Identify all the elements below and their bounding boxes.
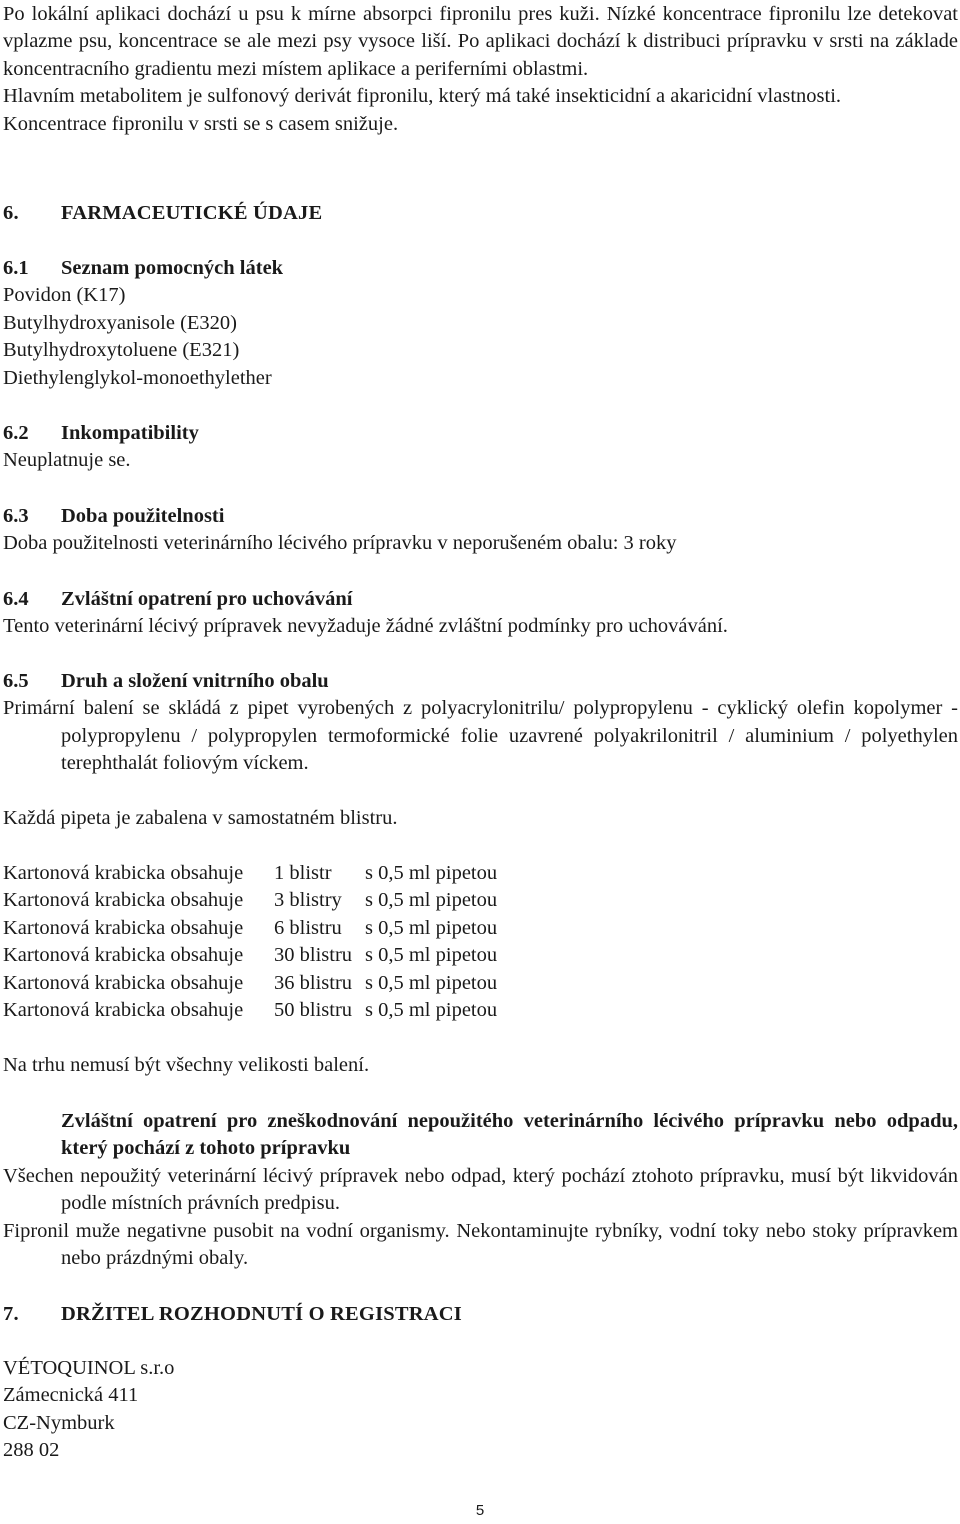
excipient-item: Povidon (K17) <box>3 284 126 307</box>
excipient-item: Butylhydroxytoluene (E321) <box>3 339 240 362</box>
blister-text: Každá pipeta je zabalena v samostatném blistru. <box>3 807 398 829</box>
packaging-description: Primární balení se skládá z pipet vyrobených z polyacrylonitrilu/ polypropylenu - cyklický olefin kopolymer - polypropylenu / polypropylen termoformické folie uzavrené polyakrilonitril / aluminium / polyethylen terephthalát foliovým víckem. <box>3 697 958 775</box>
pack-sizes-list <box>3 860 958 1024</box>
pack-count: 36 blistru <box>274 971 353 994</box>
holder-street: Zámecnická 411 <box>3 1384 139 1407</box>
section-6-1 <box>3 255 958 392</box>
intro-paragraph-2: Hlavním metabolitem je sulfonový derivát fipronilu, který má také insekticidní a akaricidní vlastnosti. <box>3 85 842 108</box>
section-6-heading <box>3 200 958 227</box>
pack-count: 3 blistry <box>274 889 342 912</box>
section-number: 7. <box>3 1303 19 1325</box>
section-6-4 <box>3 586 958 641</box>
subsection-number: 6.1 <box>3 257 29 279</box>
subsection-text: Doba použitelnosti veterinárního lécivého prípravku v neporušeném obalu: 3 roky <box>3 532 677 555</box>
subsection-number: 6.4 <box>3 588 29 610</box>
subsection-title: Seznam pomocných látek <box>61 257 284 279</box>
pack-label: Kartonová krabicka obsahuje <box>3 971 244 994</box>
blister-note <box>3 805 958 832</box>
pack-note-text: Na trhu nemusí být všechny velikosti balení. <box>3 1054 370 1076</box>
section-6-5 <box>3 668 958 778</box>
holder-address <box>3 1355 958 1465</box>
section-title: FARMACEUTICKÉ ÚDAJE <box>61 202 323 224</box>
pack-label: Kartonová krabicka obsahuje <box>3 944 244 967</box>
disposal-text: Všechen nepoužitý veterinární lécivý prípravek nebo odpad, který pochází ztohoto prípravku, musí být likvidován podle místních právních predpisu. <box>3 1164 958 1215</box>
intro-section <box>3 1 958 138</box>
subsection-number <box>3 1108 61 1135</box>
subsection-title: Zvláštní opatrení pro uchovávání <box>61 588 353 610</box>
intro-paragraph-3: Koncentrace fipronilu v srsti se s casem snižuje. <box>3 112 399 135</box>
pack-content: s 0,5 ml pipetou <box>365 944 498 967</box>
subsection-number: 6.3 <box>3 505 29 527</box>
pack-size-row <box>3 997 958 1024</box>
subsection-title: Doba použitelnosti <box>61 505 225 527</box>
pack-label: Kartonová krabicka obsahuje <box>3 916 244 939</box>
section-7-heading <box>3 1301 958 1328</box>
section-title: DRŽITEL ROZHODNUTÍ O REGISTRACI <box>61 1303 462 1325</box>
section-6-3 <box>3 503 958 558</box>
pack-size-row <box>3 970 958 997</box>
pack-size-row <box>3 942 958 969</box>
environment-text: Fipronil muže negativne pusobit na vodní organismy. Nekontaminujte rybníky, vodní toky nebo stoky prípravkem nebo prázdnými obaly. <box>3 1219 958 1270</box>
pack-content: s 0,5 ml pipetou <box>365 889 498 912</box>
section-6-6 <box>3 1108 958 1272</box>
pack-label: Kartonová krabicka obsahuje <box>3 889 244 912</box>
pack-count: 6 blistru <box>274 916 342 939</box>
subsection-heading <box>3 1108 958 1163</box>
subsection-number: 6.2 <box>3 422 29 444</box>
pack-size-row <box>3 915 958 942</box>
subsection-title: Inkompatibility <box>61 422 199 444</box>
subsection-text: Tento veterinární lécivý prípravek nevyžaduje žádné zvláštní podmínky pro uchovávání. <box>3 615 728 638</box>
excipient-item: Diethylenglykol-monoethylether <box>3 366 272 389</box>
pack-count: 50 blistru <box>274 998 353 1021</box>
holder-name: VÉTOQUINOL s.r.o <box>3 1357 175 1379</box>
page-number: 5 <box>475 1502 485 1519</box>
section-6-2 <box>3 420 958 475</box>
subsection-text: Neuplatnuje se. <box>3 449 131 472</box>
pack-size-row <box>3 887 958 914</box>
subsection-title: Zvláštní opatrení pro zneškodnování nepoužitého veterinárního lécivého prípravku nebo odpadu, který pochází z tohoto prípravku <box>61 1110 958 1160</box>
intro-paragraph: Po lokální aplikaci dochází u psu k mírne absorpci fipronilu pres kuži. Nízké koncentrace fipronilu lze detekovat vplazme psu, koncentrace se ale mezi psy vysoce liší. Po aplikaci dochází k distribuci prípravku v srsti na základe koncentracního gradientu mezi místem aplikace a periferními oblastmi. <box>3 3 958 80</box>
pack-count: 30 blistru <box>274 944 353 967</box>
excipient-item: Butylhydroxyanisole (E320) <box>3 311 238 334</box>
pack-content: s 0,5 ml pipetou <box>365 916 498 939</box>
holder-city: CZ-Nymburk <box>3 1411 115 1434</box>
holder-zip: 288 02 <box>3 1439 60 1462</box>
pack-availability-note <box>3 1052 958 1079</box>
pack-count: 1 blistr <box>274 862 332 884</box>
subsection-number: 6.5 <box>3 670 29 692</box>
pack-content: s 0,5 ml pipetou <box>365 862 498 884</box>
pack-label: Kartonová krabicka obsahuje <box>3 862 244 884</box>
section-number: 6. <box>3 202 19 224</box>
subsection-title: Druh a složení vnitrního obalu <box>61 670 329 692</box>
pack-content: s 0,5 ml pipetou <box>365 971 498 994</box>
pack-content: s 0,5 ml pipetou <box>365 998 498 1021</box>
pack-size-row <box>3 860 958 887</box>
pack-label: Kartonová krabicka obsahuje <box>3 998 244 1021</box>
